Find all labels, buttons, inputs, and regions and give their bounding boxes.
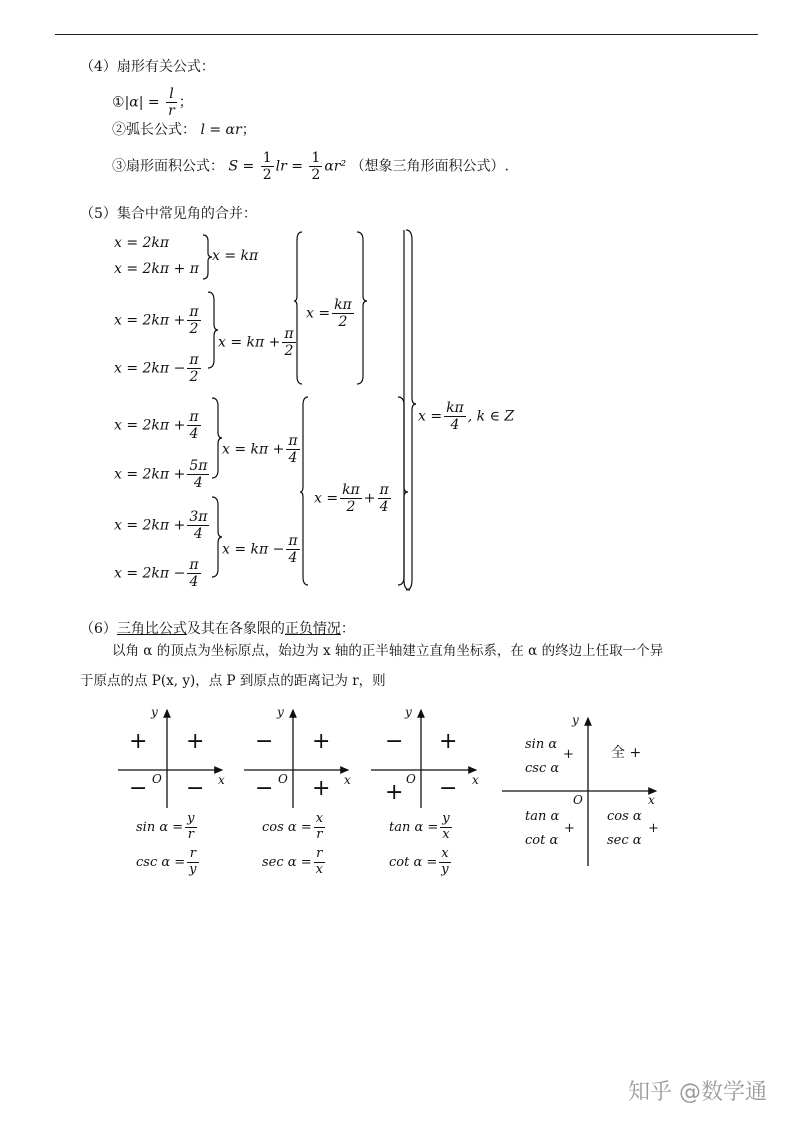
sec6-line1: 以角 α 的顶点为坐标原点，始边为 x 轴的正半轴建立直角坐标系，在 α 的终边上任取一个异: [112, 643, 664, 659]
eq-f: x = 2kπ + $\frac{5\pi}{4}$: [114, 458, 208, 492]
summary-q2-sign: +: [563, 747, 574, 762]
formula-sin: sin α = $\frac{y}{r}$: [136, 811, 195, 842]
quadrant1-sign: +: [312, 729, 331, 754]
quadrant4-sign: +: [312, 776, 331, 801]
formula-csc: csc α = $\frac{r}{y}$: [136, 846, 197, 877]
axis-label-y: y: [572, 713, 579, 727]
quadrant4-sign: −: [439, 776, 458, 801]
quadrant2-sign: −: [255, 729, 274, 754]
axis-label-y: y: [405, 705, 412, 719]
quadrant1-sign: +: [439, 729, 458, 754]
summary-q2-csc: csc α: [525, 761, 560, 776]
sec4-heading: （4）扇形有关公式：: [80, 59, 215, 75]
formula-sec: sec α = $\frac{r}{x}$: [262, 846, 323, 877]
sec4-item3: ③扇形面积公式： S = $\frac{1}{2}$ lr = $\frac{1}{2}$ αr² （想象三角形面积公式）.: [112, 150, 510, 184]
quadrant3-sign: +: [385, 780, 404, 805]
quadrant2-sign: −: [385, 729, 404, 754]
eq-e: x = 2kπ + $\frac{\pi}{4}$: [114, 409, 199, 443]
res-ef: x = kπ + $\frac{\pi}{4}$: [222, 433, 298, 467]
sec5-heading: （5）集合中常见角的合并：: [80, 206, 257, 222]
res-efgh: x = $\frac{k\pi}{2}$ + $\frac{\pi}{4}$: [314, 482, 389, 516]
quadrant3-sign: −: [129, 776, 148, 801]
quadrant4-sign: −: [186, 776, 205, 801]
sec4-item1: ①|α| = $\frac{l}{r}$ ；: [112, 86, 193, 120]
final-result: x = $\frac{k\pi}{4}$ , k ∈ Z: [418, 400, 515, 434]
axis-label-origin: O: [152, 772, 162, 786]
axis-label-x: x: [472, 773, 479, 787]
res-gh: x = kπ − $\frac{\pi}{4}$: [222, 533, 298, 567]
summary-q2-sin: sin α: [525, 737, 558, 752]
axis-label-x: x: [648, 793, 655, 807]
eq-b: x = 2kπ + π: [114, 261, 199, 277]
sec6-line2: 于原点的点 P(x, y)，点 P 到原点的距离记为 r，则: [80, 673, 386, 689]
sec6-heading: （6）三角比公式及其在各象限的正负情况：: [80, 621, 355, 637]
eq-d: x = 2kπ − $\frac{\pi}{2}$: [114, 352, 199, 386]
summary-q1-all: 全 +: [611, 745, 642, 761]
summary-q3-cot: cot α: [525, 833, 559, 848]
summary-q3-tan: tan α: [525, 809, 560, 824]
quadrant1-sign: +: [186, 729, 205, 754]
formula-cos: cos α = $\frac{x}{r}$: [262, 811, 324, 842]
summary-q4-sec: sec α: [607, 833, 642, 848]
res-ab: x = kπ: [212, 248, 259, 264]
eq-g: x = 2kπ + $\frac{3\pi}{4}$: [114, 509, 208, 543]
axis-label-origin: O: [278, 772, 288, 786]
axis-label-y: y: [151, 705, 158, 719]
eq-h: x = 2kπ − $\frac{\pi}{4}$: [114, 557, 199, 591]
res-cd: x = kπ + $\frac{\pi}{2}$: [218, 326, 294, 360]
fraction: $\frac{1}{2}$: [311, 150, 321, 184]
watermark: 知乎 @数学通: [628, 1080, 767, 1105]
quadrant2-sign: +: [129, 729, 148, 754]
axis-label-x: x: [344, 773, 351, 787]
fraction: $\frac{l}{r}$: [168, 86, 175, 120]
axis-label-y: y: [277, 705, 284, 719]
summary-q3-sign: +: [564, 821, 575, 836]
res-abcd: x = $\frac{k\pi}{2}$: [306, 297, 352, 331]
quadrant3-sign: −: [255, 776, 274, 801]
formula-cot: cot α = $\frac{x}{y}$: [389, 846, 449, 877]
formula-tan: tan α = $\frac{y}{x}$: [389, 811, 450, 842]
axis-label-origin: O: [573, 793, 583, 807]
axis-label-origin: O: [406, 772, 416, 786]
eq-a: x = 2kπ: [114, 235, 170, 251]
eq-c: x = 2kπ + $\frac{\pi}{2}$: [114, 304, 199, 338]
axis-label-x: x: [218, 773, 225, 787]
sec4-item2: ②弧长公式： l = αr；: [112, 122, 256, 138]
summary-q4-cos: cos α: [607, 809, 642, 824]
summary-q4-sign: +: [648, 821, 659, 836]
fraction: $\frac{1}{2}$: [262, 150, 272, 184]
